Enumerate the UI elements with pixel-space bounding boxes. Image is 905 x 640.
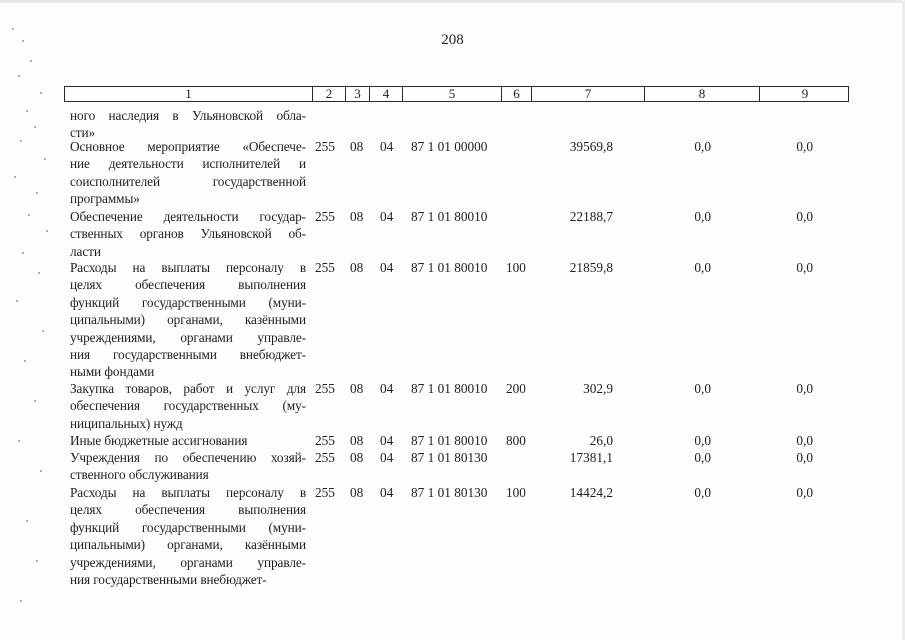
row-name-line: Основное мероприятие «Обеспече- (70, 139, 306, 154)
scan-edge-top (0, 0, 905, 3)
scan-speck (22, 252, 24, 254)
row-name (70, 484, 306, 588)
cell-c9: 0,0 (796, 381, 813, 396)
cell-c2: 255 (315, 433, 335, 448)
row-name-line: функций государственными (муни- (70, 294, 306, 310)
row-name (70, 259, 306, 381)
cell-c3: 08 (350, 450, 364, 465)
scan-speck (14, 176, 16, 178)
scan-speck (20, 600, 22, 602)
header-col-8: 8 (644, 87, 759, 101)
row-name (70, 107, 306, 142)
scan-speck (36, 192, 38, 194)
cell-c8: 0,0 (694, 260, 711, 275)
scan-speck (46, 230, 48, 232)
row-name-line: Обеспечение деятельности государ- (70, 209, 306, 224)
row-name-line: сти» (70, 125, 96, 141)
row-name-line: целях обеспечения выполнения (70, 502, 306, 518)
cell-c5: 87 1 01 80010 (411, 433, 488, 448)
cell-c7: 22188,7 (569, 209, 613, 224)
row-name-line: Закупка товаров, работ и услуг для (70, 381, 306, 396)
row-name-line: ного наследия в Ульяновской обла- (70, 108, 306, 123)
cell-c7: 302,9 (583, 381, 613, 396)
row-name (70, 449, 306, 484)
row-name-line: Иные бюджетные ассигнования (70, 433, 248, 448)
scan-speck (30, 60, 32, 62)
scan-speck (36, 560, 38, 562)
scan-speck (24, 360, 26, 362)
header-col-4: 4 (369, 87, 402, 101)
scan-speck (42, 330, 44, 332)
cell-c7: 17381,1 (569, 450, 613, 465)
cell-c3: 08 (350, 485, 364, 500)
scan-speck (34, 400, 36, 402)
row-name-line: ния государственными внебюджет- (70, 571, 267, 587)
cell-c7: 21859,8 (569, 260, 613, 275)
scan-speck (18, 440, 20, 442)
cell-c4: 04 (380, 433, 394, 448)
row-name-line: ственных органов Ульяновской об- (70, 226, 306, 242)
cell-c3: 08 (350, 381, 364, 396)
cell-c6: 200 (506, 381, 526, 396)
scan-speck (16, 300, 18, 302)
cell-c8: 0,0 (694, 433, 711, 448)
scan-speck (28, 214, 30, 216)
row-name-line: программы» (70, 191, 140, 207)
row-name-line: ние деятельности исполнителей и (70, 156, 306, 172)
cell-c9: 0,0 (796, 209, 813, 224)
cell-c4: 04 (380, 450, 394, 465)
cell-c2: 255 (315, 485, 335, 500)
scan-speck (12, 28, 14, 30)
row-name-line: целях обеспечения выполнения (70, 277, 306, 293)
row-name (70, 208, 306, 260)
cell-c6: 100 (506, 485, 526, 500)
cell-c8: 0,0 (694, 209, 711, 224)
cell-c8: 0,0 (694, 139, 711, 154)
cell-c3: 08 (350, 433, 364, 448)
scan-speck (26, 520, 28, 522)
row-name-line: ния государственными внебюджет- (70, 346, 306, 362)
row-name-line: ными фондами (70, 364, 155, 380)
cell-c8: 0,0 (694, 450, 711, 465)
row-name (70, 380, 306, 432)
cell-c4: 04 (380, 209, 394, 224)
header-col-3: 3 (345, 87, 369, 101)
cell-c2: 255 (315, 381, 335, 396)
scan-speck (38, 272, 40, 274)
row-name-line: ниципальных) нужд (70, 415, 183, 431)
scan-speck (18, 75, 20, 77)
scan-speck (44, 158, 46, 160)
cell-c9: 0,0 (796, 450, 813, 465)
header-col-2: 2 (312, 87, 345, 101)
cell-c3: 08 (350, 260, 364, 275)
row-name-line: Учреждения по обеспечению хозяй- (70, 450, 306, 465)
cell-c9: 0,0 (796, 260, 813, 275)
cell-c4: 04 (380, 260, 394, 275)
cell-c5: 87 1 01 80010 (411, 209, 488, 224)
cell-c9: 0,0 (796, 485, 813, 500)
cell-c7: 14424,2 (569, 485, 613, 500)
cell-c2: 255 (315, 260, 335, 275)
cell-c2: 255 (315, 209, 335, 224)
page-number: 208 (441, 32, 464, 48)
header-col-7: 7 (531, 87, 644, 101)
row-name-line: функций государственными (муни- (70, 519, 306, 535)
scan-speck (40, 470, 42, 472)
row-name (70, 432, 306, 449)
cell-c3: 08 (350, 209, 364, 224)
cell-c5: 87 1 01 80010 (411, 381, 488, 396)
scan-speck (26, 110, 28, 112)
cell-c9: 0,0 (796, 139, 813, 154)
cell-c4: 04 (380, 485, 394, 500)
cell-c8: 0,0 (694, 485, 711, 500)
row-name-line: соисполнителей государственной (70, 173, 306, 189)
cell-c3: 08 (350, 139, 364, 154)
scan-speck (40, 92, 42, 94)
scan-speck (34, 126, 36, 128)
header-col-5: 5 (402, 87, 501, 101)
cell-c9: 0,0 (796, 433, 813, 448)
cell-c7: 26,0 (589, 433, 613, 448)
header-col-1: 1 (185, 86, 192, 101)
row-name-line: Расходы на выплаты персоналу в (70, 485, 306, 500)
cell-c5: 87 1 01 00000 (411, 139, 488, 154)
row-name-line: обеспечения государственных (му- (70, 398, 306, 414)
row-name-line: Расходы на выплаты персоналу в (70, 260, 306, 275)
cell-c8: 0,0 (694, 381, 711, 396)
cell-c4: 04 (380, 381, 394, 396)
cell-c5: 87 1 01 80010 (411, 260, 488, 275)
cell-c6: 800 (506, 433, 526, 448)
row-name-line: ственного обслуживания (70, 467, 209, 483)
cell-c6: 100 (506, 260, 526, 275)
row-name-line: учреждениями, органами управле- (70, 329, 306, 345)
row-name-line: учреждениями, органами управле- (70, 554, 306, 570)
header-col-6: 6 (501, 87, 531, 101)
cell-c4: 04 (380, 139, 394, 154)
cell-c2: 255 (315, 450, 335, 465)
scan-margin-noise (0, 0, 62, 640)
row-name-line: ласти (70, 243, 101, 259)
row-name-line: ципальными) органами, казёнными (70, 312, 306, 328)
table-header-row (64, 86, 849, 102)
cell-c2: 255 (315, 139, 335, 154)
header-col-9: 9 (759, 87, 850, 101)
row-name (70, 138, 306, 208)
row-name-line: ципальными) органами, казёнными (70, 537, 306, 553)
cell-c5: 87 1 01 80130 (411, 485, 488, 500)
scan-speck (20, 140, 22, 142)
cell-c7: 39569,8 (569, 139, 613, 154)
cell-c5: 87 1 01 80130 (411, 450, 488, 465)
